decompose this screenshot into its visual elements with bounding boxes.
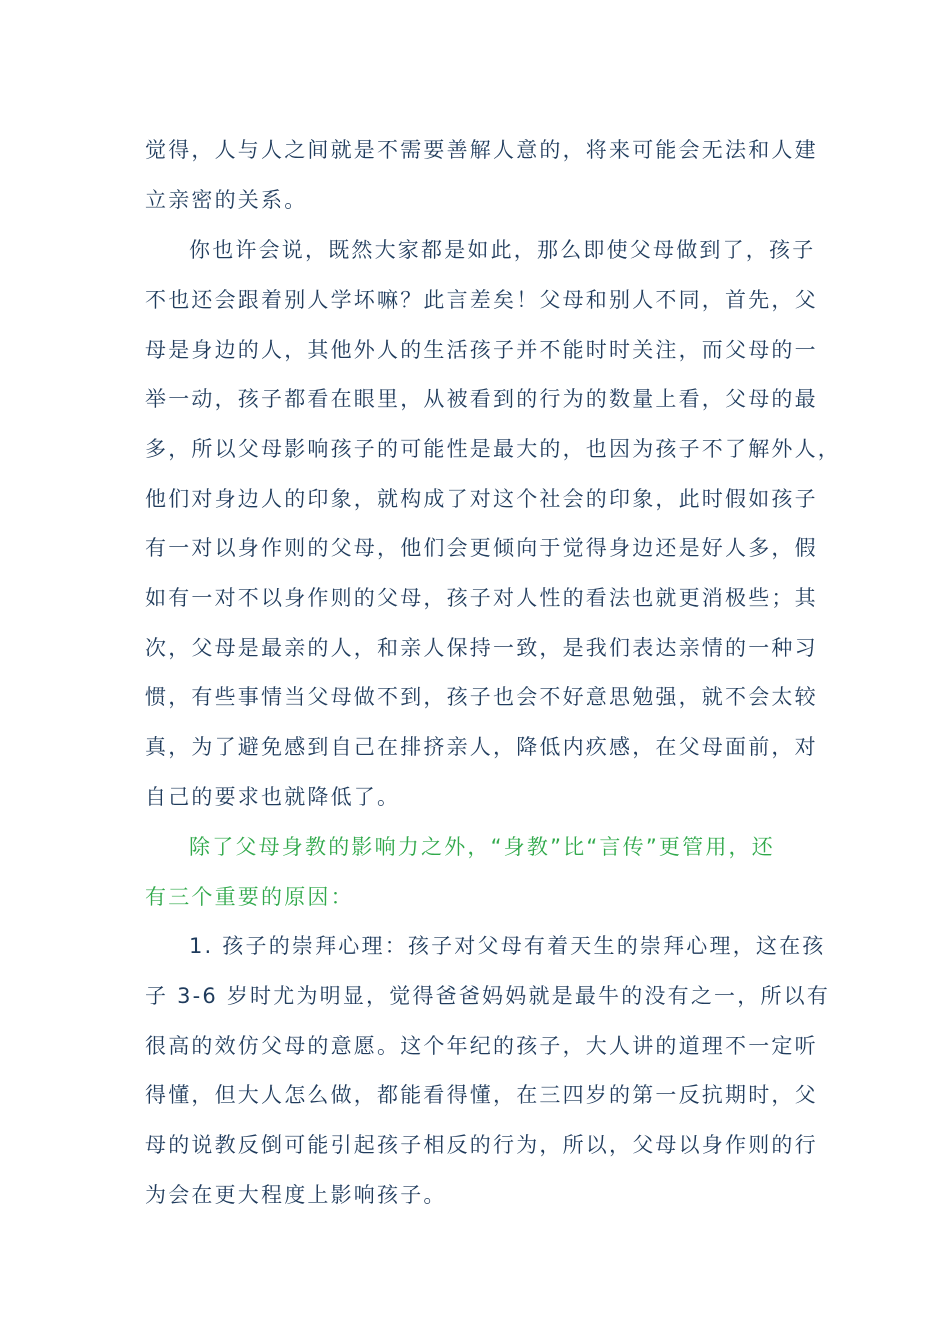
text-line: 立亲密的关系。 [145, 188, 308, 212]
text-line: 举一动，孩子都看在眼里，从被看到的行为的数量上看，父母的最 [145, 387, 818, 411]
highlight-paragraph-start-line: 除了父母身教的影响力之外，“身教”比“言传”更管用，还 [189, 835, 775, 859]
text-line: 惯，有些事情当父母做不到，孩子也会不好意思勉强，就不会太较 [145, 685, 818, 709]
text-line: 有一对以身作则的父母，他们会更倾向于觉得身边还是好人多，假 [145, 536, 818, 560]
paragraph-start-line: 你也许会说，既然大家都是如此，那么即使父母做到了，孩子 [189, 238, 816, 262]
text-line: 自己的要求也就降低了。 [145, 785, 401, 809]
text-line: 母是身边的人，其他外人的生活孩子并不能时时关注，而父母的一 [145, 338, 818, 362]
text-line: 次，父母是最亲的人，和亲人保持一致，是我们表达亲情的一种习 [145, 636, 818, 660]
text-line: 得懂，但大人怎么做，都能看得懂，在三四岁的第一反抗期时，父 [145, 1083, 818, 1107]
highlight-text-line: 有三个重要的原因： [145, 885, 354, 909]
text-line: 觉得，人与人之间就是不需要善解人意的，将来可能会无法和人建 [145, 138, 818, 162]
text-line: 为会在更大程度上影响孩子。 [145, 1183, 447, 1207]
text-line: 他们对身边人的印象，就构成了对这个社会的印象，此时假如孩子 [145, 487, 818, 511]
text-line: 如有一对不以身作则的父母，孩子对人性的看法也就更消极些；其 [145, 586, 818, 610]
text-line: 母的说教反倒可能引起孩子相反的行为，所以，父母以身作则的行 [145, 1133, 818, 1157]
text-line: 真，为了避免感到自己在排挤亲人，降低内疚感，在父母面前，对 [145, 735, 818, 759]
text-line: 子 3-6 岁时尤为明显，觉得爸爸妈妈就是最牛的没有之一，所以有 [145, 984, 831, 1008]
list-item-line: 1. 孩子的崇拜心理：孩子对父母有着天生的崇拜心理，这在孩 [189, 934, 826, 958]
text-line: 不也还会跟着别人学坏嘛？此言差矣！父母和别人不同，首先，父 [145, 288, 818, 312]
text-line: 很高的效仿父母的意愿。这个年纪的孩子，大人讲的道理不一定听 [145, 1034, 818, 1058]
text-line: 多，所以父母影响孩子的可能性是最大的，也因为孩子不了解外人， [145, 437, 841, 461]
